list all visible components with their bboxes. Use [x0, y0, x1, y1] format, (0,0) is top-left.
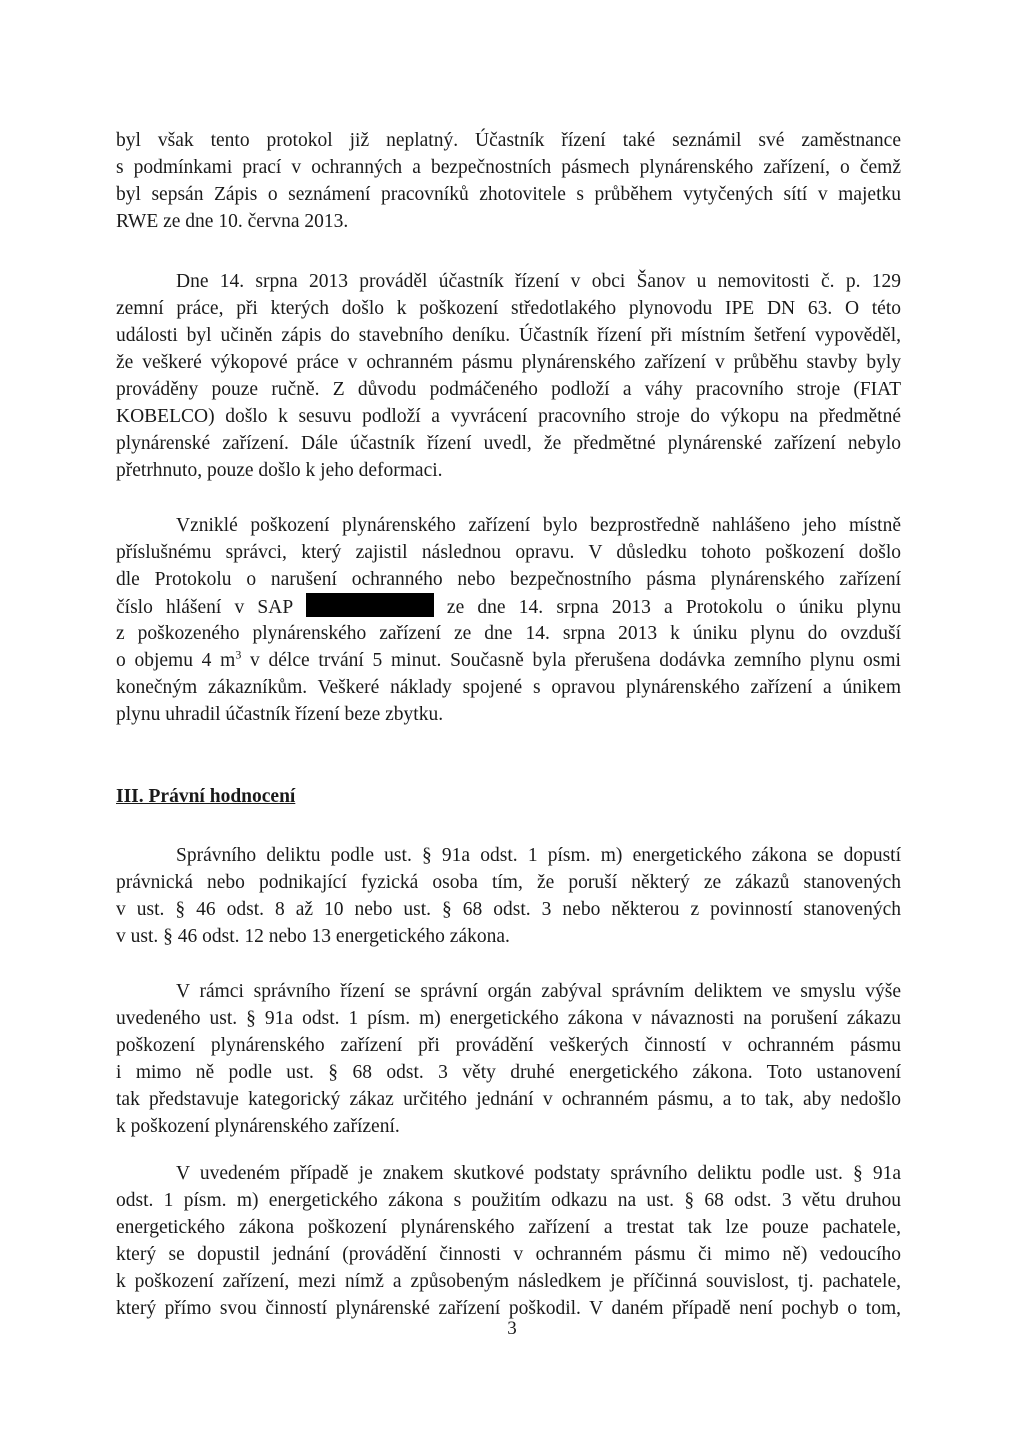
- text-line: že veškeré výkopové práce v ochranném pásmu plynárenského zařízení v průběhu stavby byly: [116, 352, 901, 373]
- text-line: KOBELCO) došlo k sesuvu podloží a vyvrácení pracovního stroje do výkopu na předmětné: [116, 406, 901, 427]
- text-fragment: v délce trvání 5 minut. Současně byla přerušena dodávka zemního plynu osmi: [241, 650, 901, 671]
- text-line: Dne 14. srpna 2013 prováděl účastník řízení v obci Šanov u nemovitosti č. p. 129: [176, 271, 901, 292]
- text-fragment: číslo hlášení v SAP: [116, 597, 293, 618]
- text-line: konečným zákazníkům. Veškeré náklady spojené s opravou plynárenského zařízení a únikem: [116, 677, 901, 698]
- text-line: dle Protokolu o narušení ochranného nebo bezpečnostního pásma plynárenského zařízení: [116, 569, 901, 590]
- paragraph-1: [116, 127, 901, 235]
- text-line: RWE ze dne 10. června 2013.: [116, 211, 349, 232]
- text-line: odst. 1 písm. m) energetického zákona s použitím odkazu na ust. § 68 odst. 3 větu druhou: [116, 1190, 901, 1211]
- paragraph-3: [116, 512, 901, 728]
- text-line: tak představuje kategorický zákaz určitého jednání v ochranném pásmu, a to tak, aby nedošlo: [116, 1089, 901, 1110]
- text-line: plynárenské zařízení. Dále účastník řízení uvedl, že předmětné plynárenské zařízení nebylo: [116, 433, 901, 454]
- redaction-box: [306, 593, 434, 617]
- text-line: plynu uhradil účastník řízení beze zbytku.: [116, 704, 444, 725]
- text-line: k poškození zařízení, mezi nímž a způsobeným následkem je příčinná souvislost, tj. pachatele,: [116, 1271, 901, 1292]
- text-line: události byl učiněn zápis do stavebního deníku. Účastník řízení při místním šetření vypověděl,: [116, 325, 901, 346]
- text-line: který se dopustil jednání (provádění činnosti v ochranném pásmu či mimo ně) vedoucího: [116, 1244, 901, 1265]
- text-line: V rámci správního řízení se správní orgán zabýval správním deliktem ve smyslu výše: [176, 981, 901, 1002]
- text-line: zemní práce, při kterých došlo k poškození středotlakého plynovodu IPE DN 63. O této: [116, 298, 901, 319]
- section-heading: III. Právní hodnocení: [116, 786, 296, 807]
- text-line: v ust. § 46 odst. 12 nebo 13 energetického zákona.: [116, 926, 510, 947]
- text-line: který přímo svou činností plynárenské zařízení poškodil. V daném případě není pochyb o tom,: [116, 1298, 901, 1319]
- text-fragment: o objemu 4 m: [116, 650, 236, 671]
- text-line: byl sepsán Zápis o seznámení pracovníků zhotovitele s průběhem vytyčených sítí v majetku: [116, 184, 901, 205]
- paragraph-5: [116, 978, 901, 1140]
- text-line: s podmínkami prací v ochranných a bezpečnostních pásmech plynárenského zařízení, o čemž: [116, 157, 901, 178]
- text-fragment: ze dne 14. srpna 2013 a Protokolu o úniku plynu: [446, 597, 902, 618]
- text-line: Vzniklé poškození plynárenského zařízení bylo bezprostředně nahlášeno jeho místně: [176, 515, 901, 536]
- text-line: v ust. § 46 odst. 8 až 10 nebo ust. § 68 odst. 3 nebo některou z povinností stanovených: [116, 899, 901, 920]
- paragraph-6: [116, 1160, 901, 1322]
- page-number: 3: [507, 1318, 517, 1339]
- text-line-with-redaction: [116, 593, 901, 620]
- text-line: uvedeného ust. § 91a odst. 1 písm. m) energetického zákona v návaznosti na porušení zákazu: [116, 1008, 901, 1029]
- text-line: V uvedeném případě je znakem skutkové podstaty správního deliktu podle ust. § 91a: [176, 1163, 901, 1184]
- text-line: i mimo ně podle ust. § 68 odst. 3 věty druhé energetického zákona. Toto ustanovení: [116, 1062, 901, 1083]
- superscript: 3: [235, 647, 242, 662]
- text-line: k poškození plynárenského zařízení.: [116, 1116, 400, 1137]
- text-line: příslušnému správci, který zajistil následnou opravu. V důsledku tohoto poškození došlo: [116, 542, 901, 563]
- text-line-with-superscript: [116, 647, 901, 674]
- paragraph-4: [116, 842, 901, 950]
- text-line: z poškozeného plynárenského zařízení ze dne 14. srpna 2013 k úniku plynu do ovzduší: [116, 623, 901, 644]
- text-line: energetického zákona poškození plynárenského zařízení a trestat tak lze pouze pachatele,: [116, 1217, 901, 1238]
- text-line: poškození plynárenského zařízení při provádění veškerých činností v ochranném pásmu: [116, 1035, 901, 1056]
- text-line: byl však tento protokol již neplatný. Účastník řízení také seznámil své zaměstnance: [116, 130, 901, 151]
- text-line: prováděny pouze ručně. Z důvodu podmáčeného podloží a váhy pracovního stroje (FIAT: [116, 379, 901, 400]
- text-line: přetrhnuto, pouze došlo k jeho deformaci.: [116, 460, 443, 481]
- text-line: Správního deliktu podle ust. § 91a odst. 1 písm. m) energetického zákona se dopustí: [176, 845, 901, 866]
- paragraph-2: [116, 268, 901, 484]
- text-line: právnická nebo podnikající fyzická osoba tím, že poruší některý ze zákazů stanovených: [116, 872, 901, 893]
